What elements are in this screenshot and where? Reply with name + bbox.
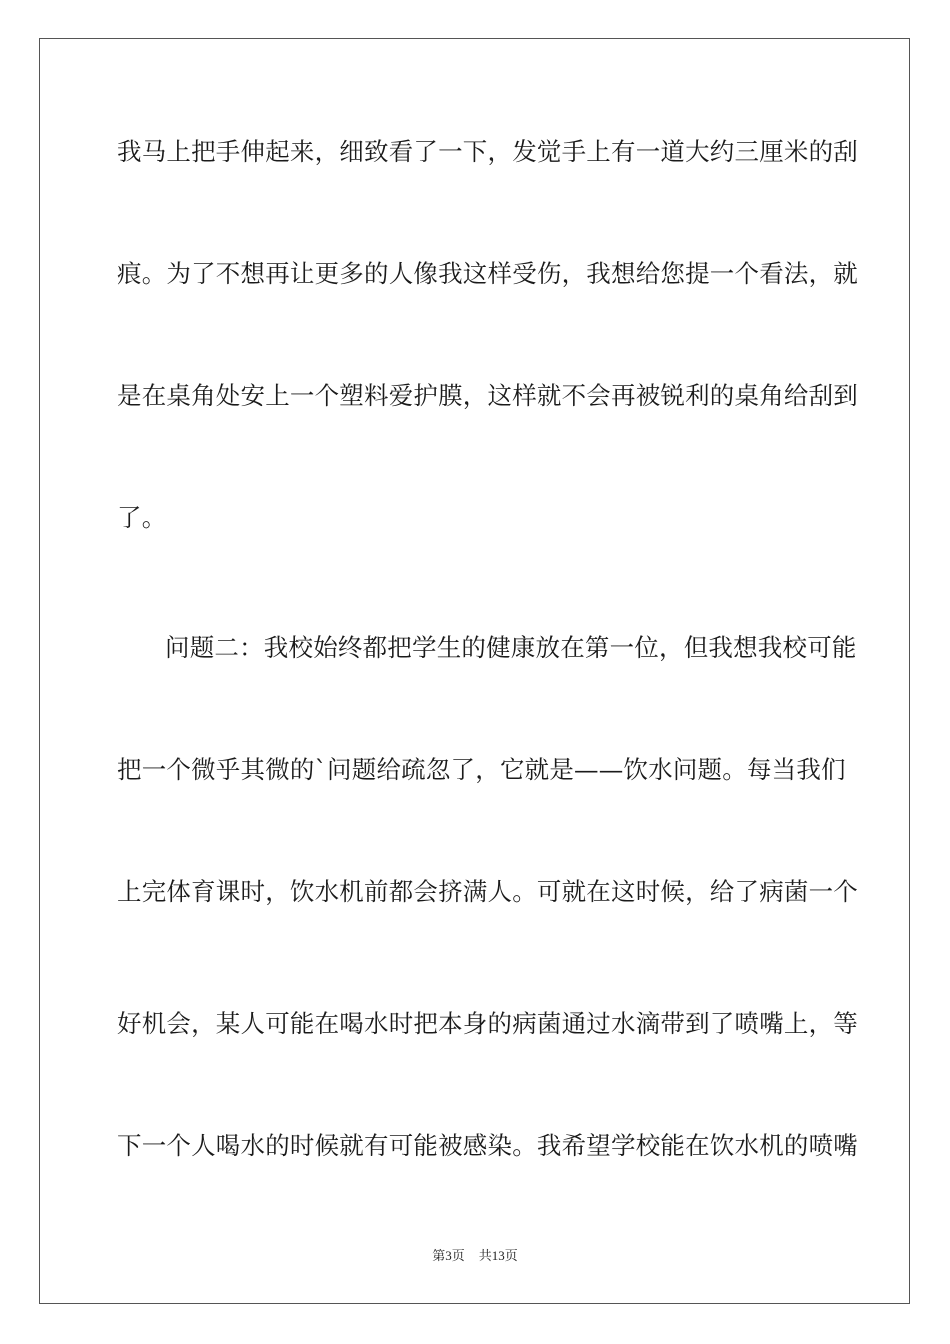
page-border: [39, 38, 910, 1304]
paragraph-line: 好机会，某人可能在喝水时把本身的病菌通过水滴带到了喷嘴上，等: [117, 1009, 858, 1038]
paragraph-line: 上完体育课时，饮水机前都会挤满人。可就在这时候，给了病菌一个: [117, 877, 858, 906]
paragraph-line: 是在桌角处安上一个塑料爱护膜，这样就不会再被锐利的桌角给刮到: [117, 381, 858, 410]
paragraph-line: 我马上把手伸起来，细致看了一下，发觉手上有一道大约三厘米的刮: [117, 137, 858, 166]
paragraph-line: 把一个微乎其微的`问题给疏忽了，它就是——饮水问题。每当我们: [117, 755, 846, 784]
paragraph-line: 问题二：我校始终都把学生的健康放在第一位，但我想我校可能: [165, 633, 857, 662]
page-footer: [0, 1248, 950, 1264]
page-total: 共13页: [478, 1248, 518, 1263]
page-number: 第3页: [432, 1248, 465, 1263]
paragraph-line: 下一个人喝水的时候就有可能被感染。我希望学校能在饮水机的喷嘴: [117, 1131, 858, 1160]
paragraph-line: 痕。为了不想再让更多的人像我这样受伤，我想给您提一个看法，就: [117, 259, 858, 288]
paragraph-line: 了。: [117, 503, 167, 532]
